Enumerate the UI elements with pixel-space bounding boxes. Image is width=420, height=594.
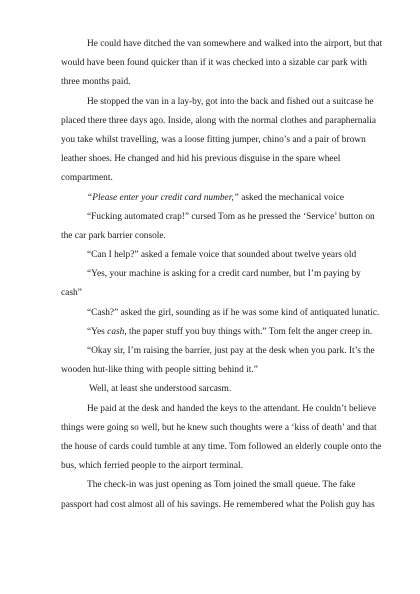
text-line: He paid at the desk and handed the keys to the attendant. He couldn’t believe bbox=[87, 403, 377, 414]
text-line: He could have ditched the van somewhere and walked into the airport, but that bbox=[87, 39, 383, 49]
text-line: passport had cost almost all of his savings. He remembered what the Polish guy has bbox=[61, 499, 375, 510]
text-line: bus, which ferried people to the airport terminal. bbox=[61, 461, 243, 472]
text-line: you take whilst travelling, was a loose fitting jumper, chino’s and a pair of brown bbox=[61, 134, 366, 145]
italic-text: cash bbox=[107, 326, 125, 337]
text-line: “Fucking automated crap!” cursed Tom as he pressed the ‘Service’ button on bbox=[87, 211, 375, 222]
italic-text: “Please enter your credit card number,” bbox=[87, 192, 239, 203]
text-line: cash” bbox=[61, 288, 82, 299]
text-line: things were going so well, but he knew such thoughts were a ‘kiss of death’ and that bbox=[61, 422, 377, 433]
text-line: three months paid. bbox=[61, 77, 131, 88]
text-line: placed there three days ago. Inside, along with the normal clothes and paraphernalia bbox=[61, 115, 376, 126]
text-run: “Yes bbox=[87, 326, 108, 337]
text-line bbox=[61, 323, 373, 342]
text-line: leather shoes. He changed and hid his previous disguise in the spare wheel bbox=[61, 154, 341, 165]
text-line: “Can I help?” asked a female voice that sounded about twelve years old bbox=[87, 250, 357, 261]
text-line: Well, at least she understood sarcasm. bbox=[89, 384, 232, 395]
text-line bbox=[61, 189, 363, 208]
text-line: “Yes, your machine is asking for a credit card number, but I’m paying by bbox=[87, 269, 361, 280]
text-line: He stopped the van in a lay-by, got into the back and fished out a suitcase he bbox=[87, 96, 374, 107]
text-run: , the paper stuff you buy things with.” Tom felt the anger creep in. bbox=[124, 326, 373, 337]
text-line: the house of cards could tumble at any time. Tom followed an elderly couple onto the bbox=[61, 441, 382, 452]
text-line: compartment. bbox=[61, 173, 113, 184]
text-line: The check-in was just opening as Tom joined the small queue. The fake bbox=[87, 480, 356, 491]
text-line: the car park barrier console. bbox=[61, 230, 166, 241]
text-line: “Cash?” asked the girl, sounding as if he was some kind of antiquated lunatic. bbox=[87, 307, 380, 318]
document-body bbox=[61, 35, 383, 515]
text-line: “Okay sir, I’m raising the barrier, just pay at the desk when you park. It’s the bbox=[87, 346, 375, 356]
text-run: asked the mechanical voice bbox=[238, 192, 345, 203]
text-line: would have been found quicker than if it was checked into a sizable car park with bbox=[61, 58, 367, 69]
text-line: wooden hut-like thing with people sitting behind it.” bbox=[61, 365, 258, 376]
